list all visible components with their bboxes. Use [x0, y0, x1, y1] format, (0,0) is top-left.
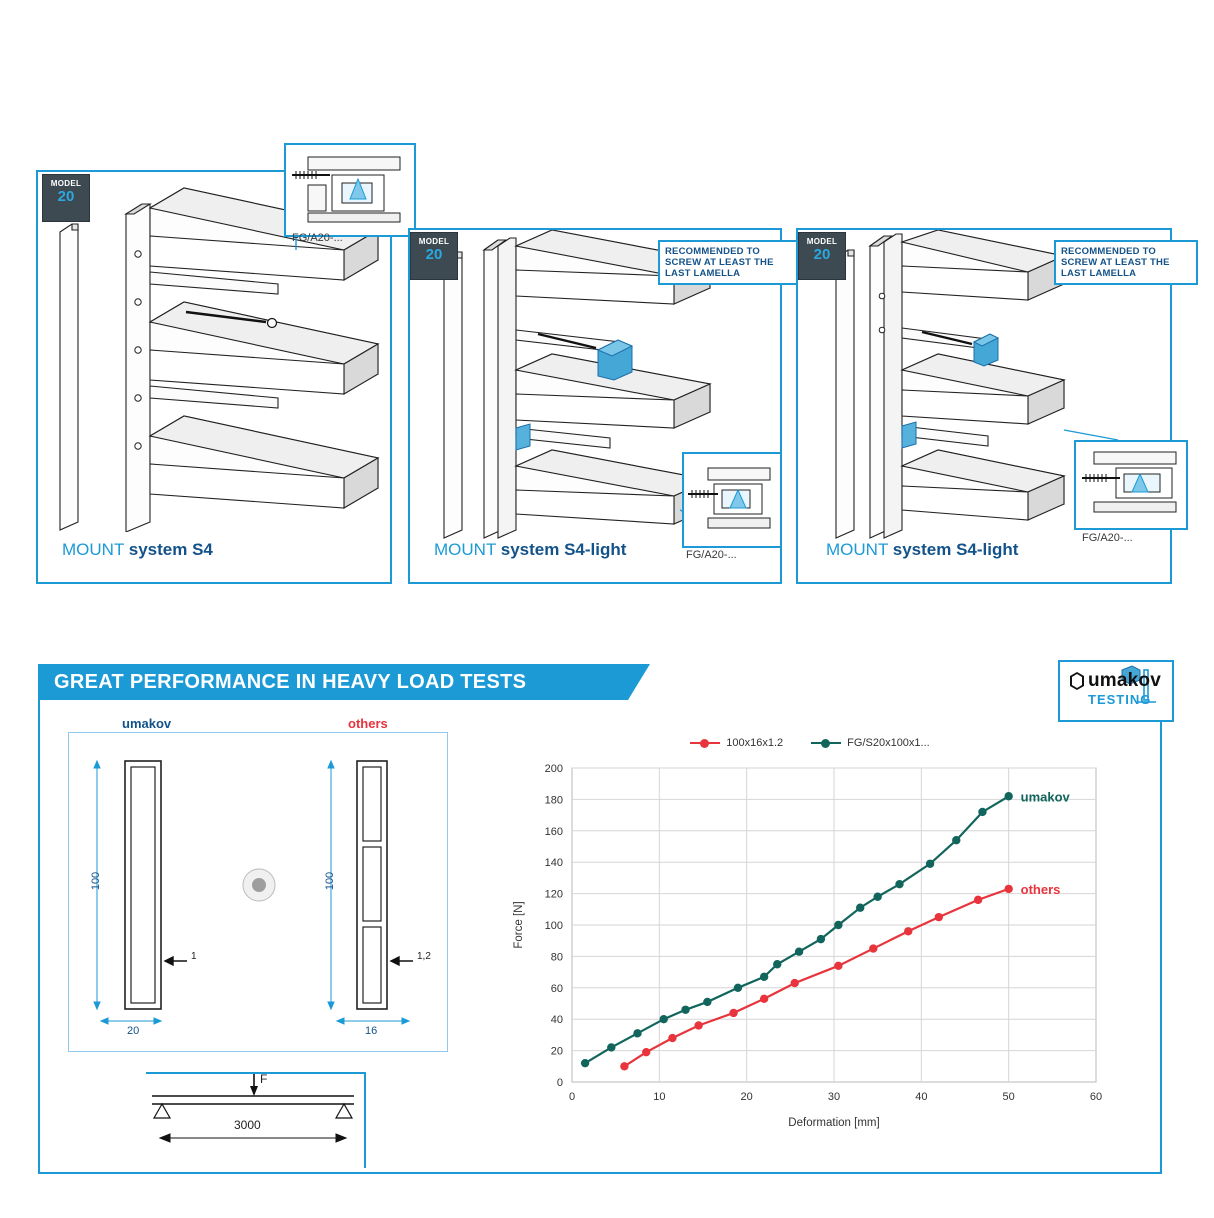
cross-section-compare-box — [68, 732, 448, 1052]
chart-plot — [500, 756, 1120, 1148]
svg-text:140: 140 — [544, 857, 563, 870]
svg-text:40: 40 — [915, 1091, 928, 1103]
beam-span-diagram — [146, 1072, 366, 1168]
model-badge-3 — [798, 232, 846, 280]
cross-section-drawing — [69, 733, 443, 1047]
others-height-dim: 100 — [324, 871, 337, 891]
legend-label-0: 100x16x1.2 — [726, 737, 784, 749]
model-badge-number-1: 20 — [57, 188, 75, 205]
mount-label-prefix: MOUNT — [62, 540, 129, 559]
svg-text:umakov: umakov — [1020, 789, 1070, 805]
section-header-others: others — [348, 716, 388, 731]
svg-text:0: 0 — [568, 1091, 576, 1103]
profile-section-drawing-1 — [286, 145, 410, 231]
legend-item-0 — [690, 737, 783, 749]
beam-force-label: F — [260, 1072, 268, 1086]
others-wall-dim: 1,2 — [417, 951, 431, 962]
svg-text:Deformation [mm]: Deformation [mm] — [788, 1117, 880, 1129]
svg-text:Force [N]: Force [N] — [513, 901, 525, 949]
legend-swatch-1 — [811, 742, 841, 744]
model-badge-1 — [42, 174, 90, 222]
mount-system-label-3 — [826, 540, 1018, 560]
svg-text:200: 200 — [544, 763, 563, 775]
svg-text:180: 180 — [544, 794, 563, 807]
load-test-chart — [500, 730, 1120, 1150]
performance-title: GREAT PERFORMANCE IN HEAVY LOAD TESTS — [38, 664, 628, 700]
logo-name: umakov — [1088, 670, 1162, 691]
svg-text:40: 40 — [550, 1014, 563, 1027]
profile-section-drawing-3 — [1076, 442, 1182, 524]
umakov-wall-dim: 1 — [191, 951, 197, 962]
beam-span-label: 3000 — [234, 1118, 261, 1132]
detail-callout-2 — [682, 452, 782, 548]
svg-text:80: 80 — [550, 951, 563, 964]
mount-label-prefix-3: MOUNT — [826, 540, 893, 559]
svg-text:10: 10 — [653, 1091, 666, 1103]
svg-text:60: 60 — [550, 982, 563, 995]
recommendation-note-3: RECOMMENDED TO SCREW AT LEAST THE LAST LAMELLA — [1054, 240, 1198, 285]
model-badge-number-3: 20 — [813, 246, 831, 263]
chart-legend — [500, 730, 1120, 756]
model-badge-number-2: 20 — [425, 246, 443, 263]
detail-callout-3 — [1074, 440, 1188, 530]
callout-caption-1: FG/A20-... — [292, 232, 343, 244]
svg-text:100: 100 — [544, 920, 563, 932]
legend-swatch-0 — [690, 742, 720, 744]
umakov-testing-logo — [1058, 660, 1174, 722]
mount-label-strong-3: system S4-light — [892, 540, 1019, 559]
svg-text:20: 20 — [550, 1045, 563, 1058]
mount-label-strong-2: system S4-light — [500, 540, 627, 559]
umakov-width-dim: 20 — [127, 1025, 140, 1037]
section-header-umakov: umakov — [122, 716, 172, 731]
svg-text:30: 30 — [827, 1091, 841, 1103]
umakov-height-dim: 100 — [90, 871, 103, 891]
others-width-dim: 16 — [365, 1025, 378, 1037]
svg-text:50: 50 — [1002, 1091, 1015, 1103]
svg-text:160: 160 — [544, 825, 563, 838]
svg-text:20: 20 — [740, 1091, 753, 1103]
model-badge-label-2: MODEL — [418, 237, 450, 246]
legend-item-1 — [811, 737, 930, 749]
svg-text:60: 60 — [1089, 1091, 1103, 1103]
detail-callout-1 — [284, 143, 416, 237]
svg-text:120: 120 — [544, 888, 563, 901]
mount-label-prefix-2: MOUNT — [434, 540, 501, 559]
model-badge-label-3: MODEL — [806, 237, 838, 246]
recommendation-note-2: RECOMMENDED TO SCREW AT LEAST THE LAST LAMELLA — [658, 240, 802, 285]
model-badge-label-1: MODEL — [50, 179, 82, 188]
logo-subtitle: TESTING — [1088, 692, 1152, 707]
mount-system-label-1 — [62, 540, 213, 560]
svg-text:0: 0 — [556, 1077, 563, 1089]
profile-section-drawing-2 — [684, 454, 776, 542]
svg-text:others: others — [1020, 881, 1061, 897]
legend-label-1: FG/S20x100x1... — [847, 737, 930, 749]
mount-label-strong: system S4 — [128, 540, 213, 559]
mount-system-label-2 — [434, 540, 626, 560]
model-badge-2 — [410, 232, 458, 280]
callout-caption-2: FG/A20-... — [686, 549, 737, 561]
callout-caption-3: FG/A20-... — [1082, 532, 1133, 544]
